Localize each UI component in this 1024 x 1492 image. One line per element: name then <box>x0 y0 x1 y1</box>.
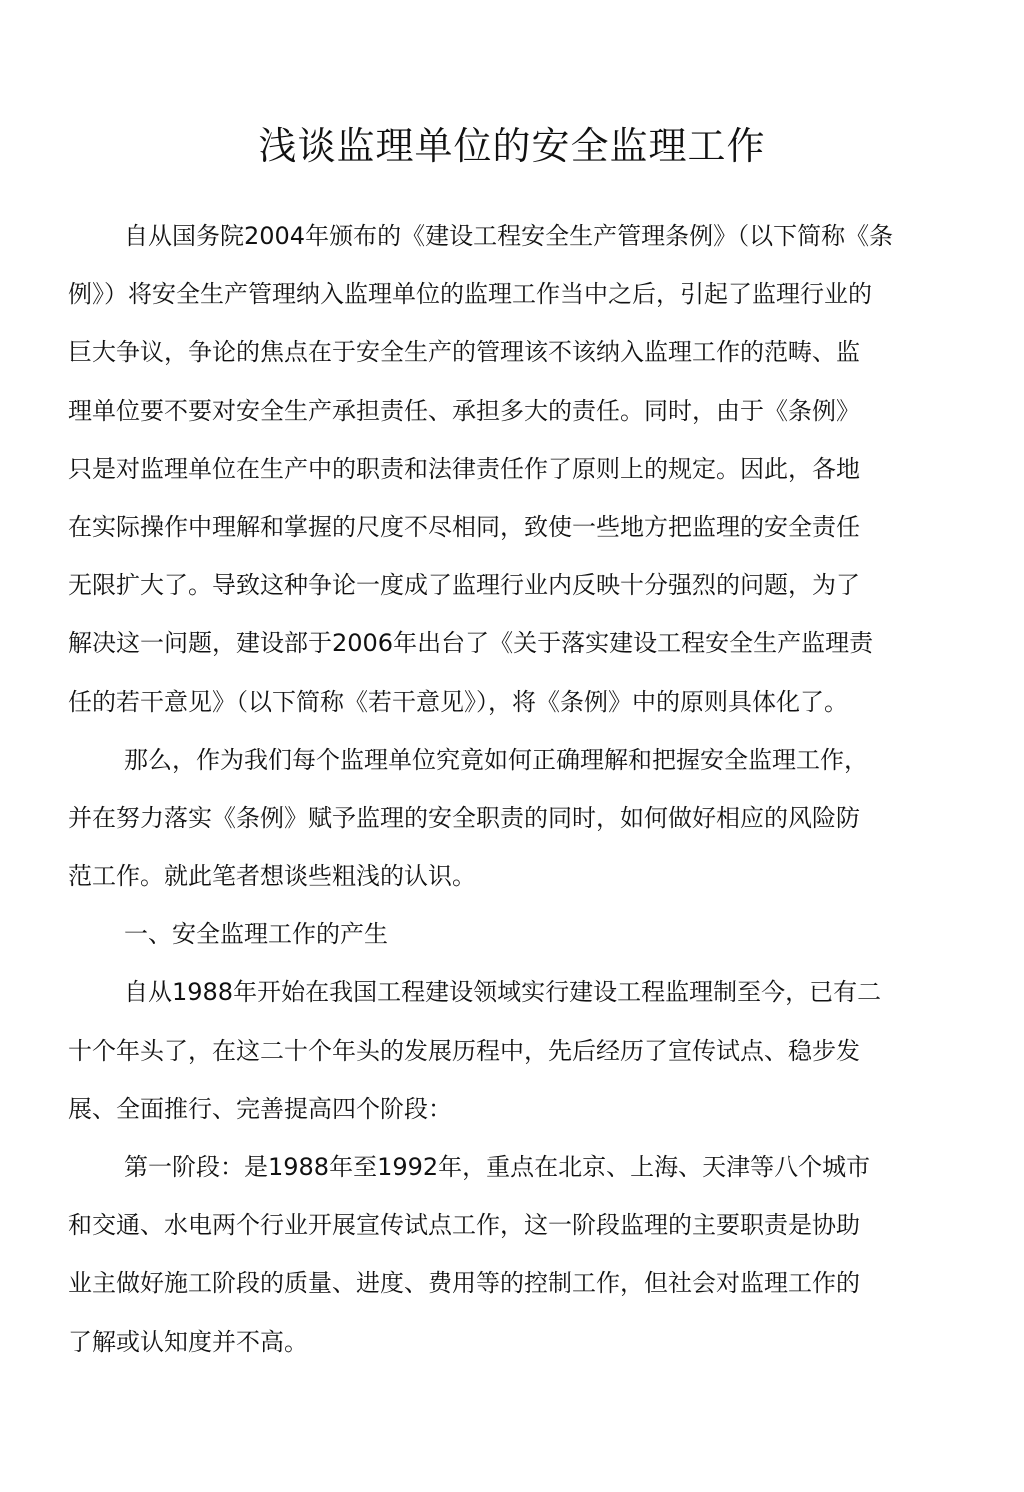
text-line: 范工作。就此笔者想谈些粗浅的认识。 <box>68 862 476 891</box>
document-title: 浅谈监理单位的安全监理工作 <box>258 124 766 169</box>
text-line: 和交通、水电两个行业开展宣传试点工作，这一阶段监理的主要职责是协助 <box>68 1211 860 1240</box>
text-line: 业主做好施工阶段的质量、进度、费用等的控制工作，但社会对监理工作的 <box>68 1269 860 1298</box>
text-line: 只是对监理单位在生产中的职责和法律责任作了原则上的规定。因此，各地 <box>68 454 860 483</box>
text-line: 了解或认知度并不高。 <box>68 1327 308 1356</box>
text-line: 例》）将安全生产管理纳入监理单位的监理工作当中之后，引起了监理行业的 <box>68 280 872 309</box>
text-line: 解决这一问题，建设部于2006年出台了《关于落实建设工程安全生产监理责 <box>68 629 874 658</box>
text-line: 任的若干意见》（以下简称《若干意见》），将《条例》中的原则具体化了。 <box>68 687 848 716</box>
document-body <box>68 207 908 1371</box>
text-line: 那么，作为我们每个监理单位究竟如何正确理解和把握安全监理工作， <box>124 745 868 774</box>
text-line: 一、安全监理工作的产生 <box>124 920 388 949</box>
text-line: 在实际操作中理解和掌握的尺度不尽相同，致使一些地方把监理的安全责任 <box>68 512 860 541</box>
text-line: 自从1988年开始在我国工程建设领域实行建设工程监理制至今，已有二 <box>124 978 882 1007</box>
text-line: 第一阶段：是1988年至1992年，重点在北京、上海、天津等八个城市 <box>124 1153 871 1181</box>
text-line: 自从国务院2004年颁布的《建设工程安全生产管理条例》（以下简称《条 <box>124 222 894 250</box>
text-line: 展、全面推行、完善提高四个阶段： <box>68 1094 452 1123</box>
text-line: 巨大争议，争论的焦点在于安全生产的管理该不该纳入监理工作的范畴、监 <box>68 338 860 367</box>
text-line: 理单位要不要对安全生产承担责任、承担多大的责任。同时，由于《条例》 <box>68 396 860 425</box>
text-line: 并在努力落实《条例》赋予监理的安全职责的同时，如何做好相应的风险防 <box>68 803 860 832</box>
text-line: 无限扩大了。导致这种争论一度成了监理行业内反映十分强烈的问题，为了 <box>68 571 860 600</box>
text-line: 十个年头了，在这二十个年头的发展历程中，先后经历了宣传试点、稳步发 <box>68 1036 860 1065</box>
